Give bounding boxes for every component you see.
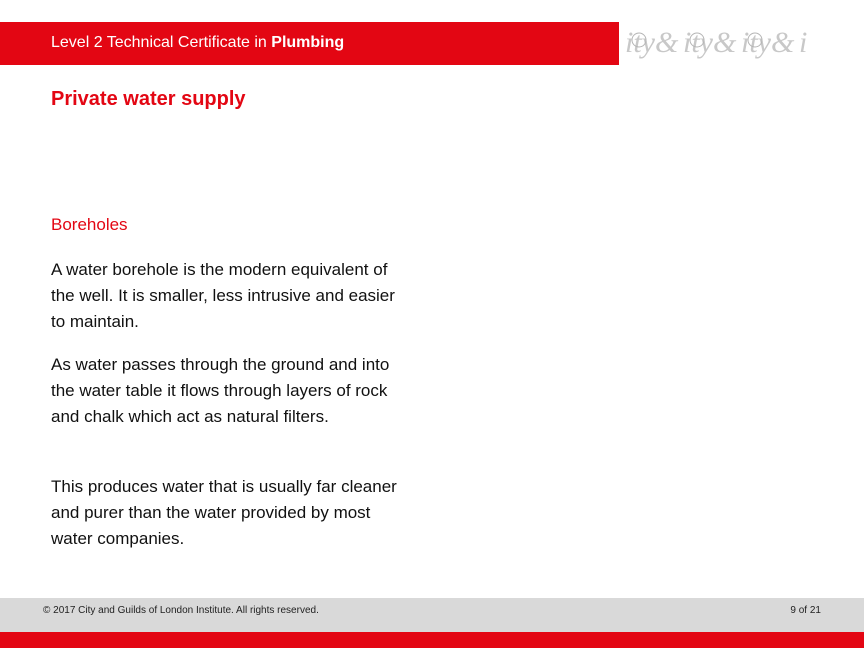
slide-title: Private water supply — [51, 88, 246, 110]
svg-text:ity&: ity& — [683, 26, 737, 59]
svg-text:i: i — [799, 26, 808, 59]
paragraph-water-quality: This produces water that is usually far cleaner and purer than the water provided by most water companies. — [51, 477, 397, 548]
header-title-prefix: Level 2 Technical Certificate in — [51, 34, 272, 51]
paragraph-borehole-definition: A water borehole is the modern equivalent of the well. It is smaller, less intrusive and easier to maintain. — [51, 260, 395, 331]
page-indicator: 9 of 21 — [790, 605, 821, 616]
svg-text:ity&: ity& — [741, 26, 795, 59]
header-title — [51, 34, 344, 52]
svg-text:ity&: ity& — [625, 26, 679, 59]
header-title-subject: Plumbing — [271, 34, 345, 51]
bottom-accent-strip — [0, 632, 864, 648]
city-and-guilds-logo-watermark — [625, 22, 821, 65]
footer-copyright: © 2017 City and Guilds of London Institute. All rights reserved. — [43, 605, 319, 616]
section-heading-boreholes: Boreholes — [51, 215, 128, 234]
paragraph-natural-filtration: As water passes through the ground and into the water table it flows through layers of rock and chalk which act as natural filters. — [51, 355, 390, 426]
